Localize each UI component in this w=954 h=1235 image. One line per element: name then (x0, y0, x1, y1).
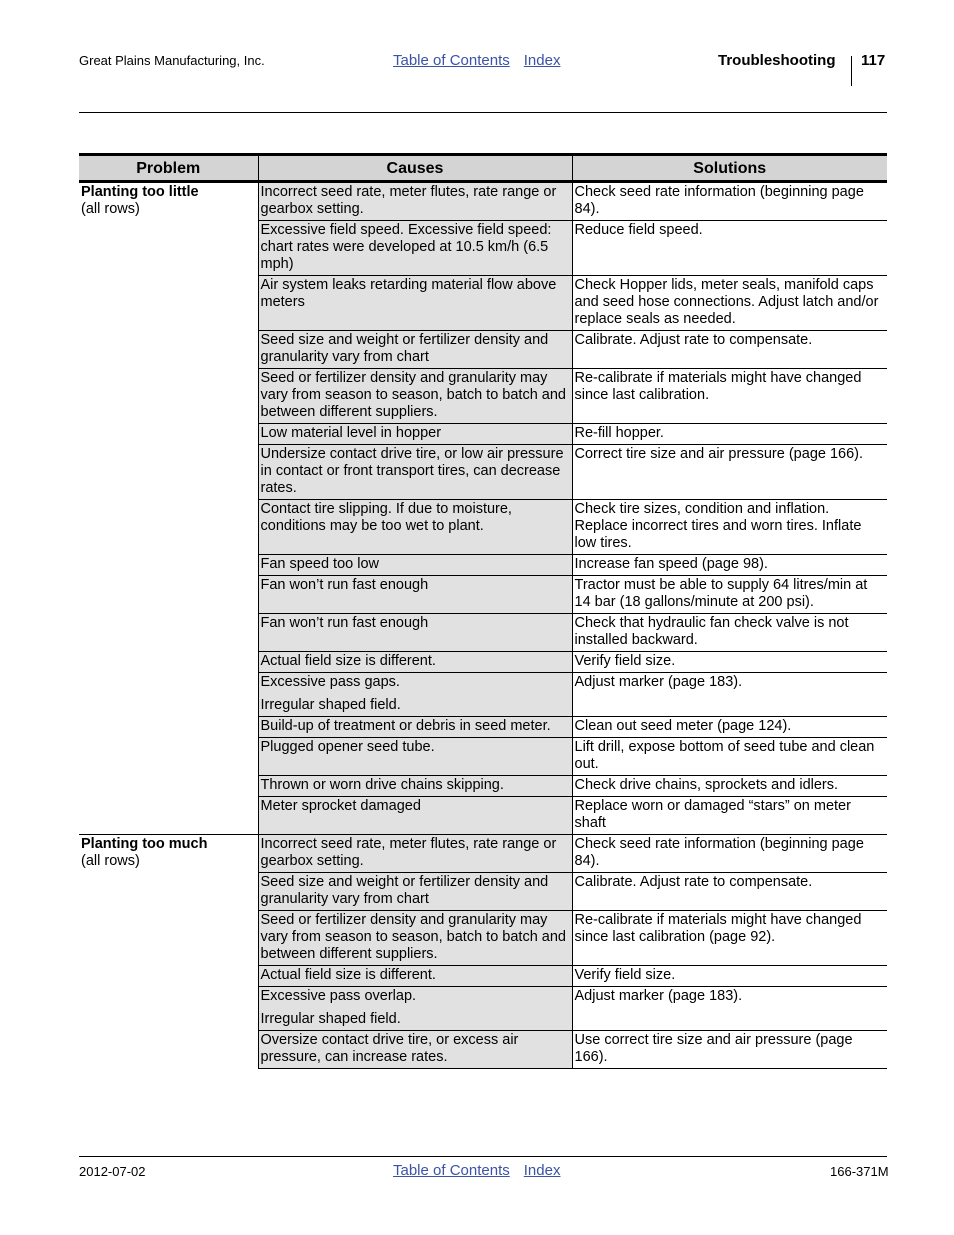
cause-text: Undersize contact drive tire, or low air pressure in contact or front transport tires, can decrease rates. (260, 446, 564, 496)
cause-text-secondary: Irregular shaped field. (260, 697, 401, 713)
solution-cell: Calibrate. Adjust rate to compensate. (572, 331, 887, 369)
solution-cell: Increase fan speed (page 98). (572, 555, 887, 576)
cause-text: Incorrect seed rate, meter flutes, rate range or gearbox setting. (260, 836, 557, 869)
cause-text: Meter sprocket damaged (260, 798, 421, 814)
cause-cell (258, 987, 572, 1031)
table-row (79, 182, 887, 221)
cause-cell (258, 776, 572, 797)
solution-cell: Lift drill, expose bottom of seed tube and clean out. (572, 738, 887, 776)
column-header-causes: Causes (258, 155, 572, 182)
cause-cell (258, 221, 572, 276)
solution-cell: Check seed rate information (beginning page 84). (572, 182, 887, 221)
cause-cell (258, 276, 572, 331)
cause-text-secondary: Irregular shaped field. (260, 1011, 401, 1027)
cause-text: Actual field size is different. (260, 967, 436, 983)
header-divider (851, 56, 852, 86)
solution-cell: Re-calibrate if materials might have changed since last calibration. (572, 369, 887, 424)
company-name: Great Plains Manufacturing, Inc. (79, 53, 265, 68)
problem-title: Planting too little (81, 184, 199, 200)
solution-cell: Adjust marker (page 183). (572, 987, 887, 1031)
table-row (79, 835, 887, 873)
solution-cell: Replace worn or damaged “stars” on meter shaft (572, 797, 887, 835)
cause-text: Actual field size is different. (260, 653, 436, 669)
column-header-problem: Problem (79, 155, 258, 182)
document-number: 166-371M (830, 1164, 889, 1179)
cause-cell (258, 555, 572, 576)
table-of-contents-link[interactable]: Table of Contents (393, 1162, 510, 1179)
cause-text: Excessive pass overlap. (260, 988, 417, 1004)
cause-cell (258, 369, 572, 424)
solution-cell: Use correct tire size and air pressure (page 166). (572, 1031, 887, 1069)
cause-text: Build-up of treatment or debris in seed meter. (260, 718, 551, 734)
cause-cell (258, 797, 572, 835)
solution-cell: Re-calibrate if materials might have changed since last calibration (page 92). (572, 911, 887, 966)
solution-cell: Check tire sizes, condition and inflation. Replace incorrect tires and worn tires. Inflate low tires. (572, 500, 887, 555)
index-link[interactable]: Index (523, 52, 561, 69)
cause-text: Excessive field speed. Excessive field speed: chart rates were developed at 10.5 km/h (6.5 mph) (260, 222, 552, 272)
cause-cell (258, 445, 572, 500)
solution-cell: Check seed rate information (beginning page 84). (572, 835, 887, 873)
cause-text: Seed size and weight or fertilizer density and granularity vary from chart (260, 874, 549, 907)
cause-cell (258, 424, 572, 445)
solution-cell: Clean out seed meter (page 124). (572, 717, 887, 738)
problem-qualifier: (all rows) (81, 853, 140, 869)
cause-text: Low material level in hopper (260, 425, 442, 441)
cause-text: Seed size and weight or fertilizer density and granularity vary from chart (260, 332, 549, 365)
footer-rule (79, 1156, 887, 1157)
cause-text: Fan won’t run fast enough (260, 615, 429, 631)
cause-text: Oversize contact drive tire, or excess air pressure, can increase rates. (260, 1032, 519, 1065)
problem-qualifier: (all rows) (81, 201, 140, 217)
cause-text: Fan won’t run fast enough (260, 577, 429, 593)
cause-cell (258, 1031, 572, 1069)
cause-cell (258, 738, 572, 776)
solution-cell: Check drive chains, sprockets and idlers. (572, 776, 887, 797)
cause-text: Air system leaks retarding material flow above meters (260, 277, 557, 310)
cause-cell (258, 911, 572, 966)
solution-cell: Reduce field speed. (572, 221, 887, 276)
cause-text: Thrown or worn drive chains skipping. (260, 777, 504, 793)
cause-cell (258, 652, 572, 673)
footer-date: 2012-07-02 (79, 1164, 146, 1179)
solution-cell: Check that hydraulic fan check valve is not installed backward. (572, 614, 887, 652)
problem-cell (79, 182, 258, 835)
index-link[interactable]: Index (523, 1162, 561, 1179)
solution-cell: Check Hopper lids, meter seals, manifold caps and seed hose connections. Adjust latch and/or replace seals as needed. (572, 276, 887, 331)
solution-cell: Calibrate. Adjust rate to compensate. (572, 873, 887, 911)
column-header-solutions: Solutions (572, 155, 887, 182)
footer-nav (393, 1162, 574, 1179)
cause-cell (258, 576, 572, 614)
troubleshooting-table (79, 153, 887, 1069)
cause-cell (258, 835, 572, 873)
cause-cell (258, 182, 572, 221)
solution-cell: Tractor must be able to supply 64 litres/min at 14 bar (18 gallons/minute at 200 psi). (572, 576, 887, 614)
section-title: Troubleshooting (718, 52, 836, 69)
cause-cell (258, 873, 572, 911)
cause-text: Excessive pass gaps. (260, 674, 400, 690)
cause-cell (258, 673, 572, 717)
cause-text: Seed or fertilizer density and granularity may vary from season to season, batch to batch and between different suppliers. (260, 912, 566, 962)
solution-cell: Verify field size. (572, 652, 887, 673)
solution-cell: Adjust marker (page 183). (572, 673, 887, 717)
cause-cell (258, 966, 572, 987)
cause-text: Plugged opener seed tube. (260, 739, 435, 755)
table-header-row (79, 155, 887, 182)
solution-cell: Correct tire size and air pressure (page 166). (572, 445, 887, 500)
page-number: 117 (861, 52, 886, 69)
cause-text: Seed or fertilizer density and granularity may vary from season to season, batch to batch and between different suppliers. (260, 370, 566, 420)
table-of-contents-link[interactable]: Table of Contents (393, 52, 510, 69)
cause-text: Incorrect seed rate, meter flutes, rate range or gearbox setting. (260, 184, 557, 217)
problem-title: Planting too much (81, 836, 208, 852)
solution-cell: Verify field size. (572, 966, 887, 987)
header-rule (79, 112, 887, 113)
problem-cell (79, 835, 258, 1069)
cause-cell (258, 500, 572, 555)
cause-cell (258, 717, 572, 738)
cause-cell (258, 331, 572, 369)
solution-cell: Re-fill hopper. (572, 424, 887, 445)
cause-text: Fan speed too low (260, 556, 379, 572)
cause-text: Contact tire slipping. If due to moisture, conditions may be too wet to plant. (260, 501, 512, 534)
header-nav (393, 52, 574, 69)
cause-cell (258, 614, 572, 652)
